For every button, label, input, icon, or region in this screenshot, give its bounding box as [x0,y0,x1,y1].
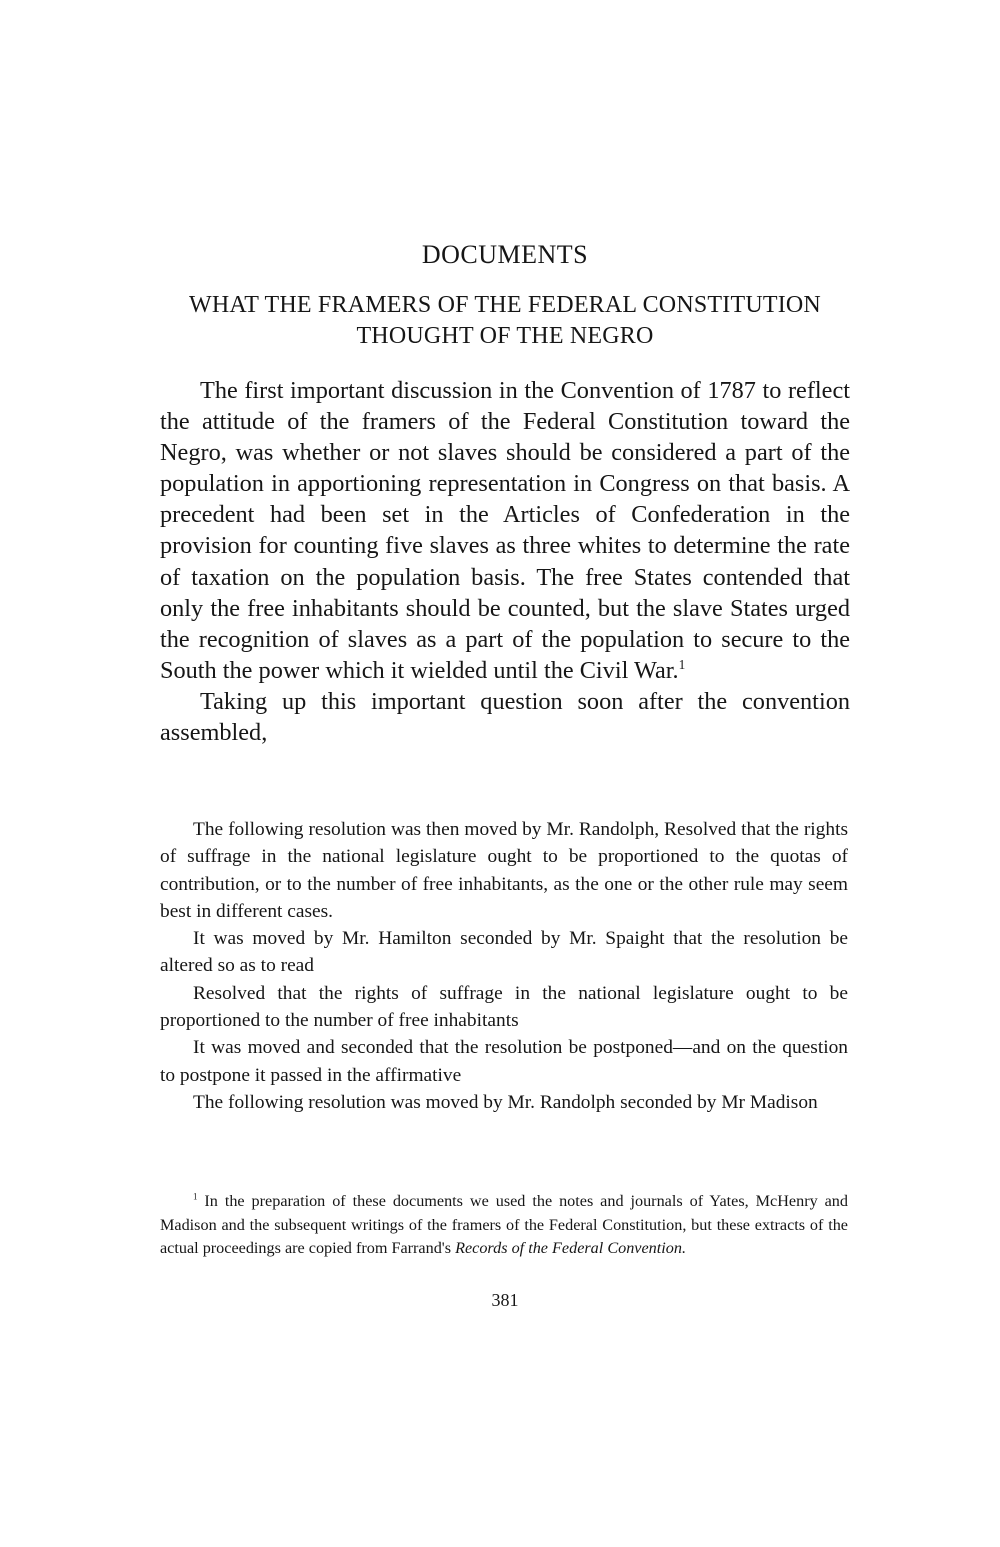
section-heading: DOCUMENTS [421,240,589,269]
quote-paragraph: It was moved by Mr. Hamilton seconded by Mr. Spaight that the resolution be altered so as to read [160,928,848,977]
page-number: 381 [491,1290,519,1310]
footnote [160,1190,848,1261]
article-title: WHAT THE FRAMERS OF THE FEDERAL CONSTITUTION THOUGHT OF THE NEGRO [189,292,821,349]
quote-paragraph: The following resolution was then moved by Mr. Randolph, Resolved that the rights of suffrage in the national legislature ought to be proportioned to the quotas of contribution, or to the number of free inhabitants, as the one or the other rule may seem best in different cases. [160,819,848,922]
quote-paragraph: Resolved that the rights of suffrage in the national legislature ought to be proportioned to the number of free inhabitants [160,982,848,1032]
quote-paragraph: The following resolution was moved by Mr. Randolph seconded by Mr Madison [193,1091,818,1113]
footnote-text: In the preparation of these documents we used the notes and journals of Yates, McHenry and Madison and the subsequent writings of the framers of the Federal Constitution, but these extracts of the actual proceedings are copied from Farrand's [160,1192,848,1257]
footnote-paragraph [160,1190,848,1261]
footnote-source-title: Records of the Federal Convention. [455,1239,686,1257]
quote-paragraph: It was moved and seconded that the resolution be postponed—and on the question to postpone it passed in the affirmative [160,1037,848,1086]
body-paragraph: Taking up this important question soon after the convention assembled, [160,687,850,747]
paragraph-text: The first important discussion in the Convention of 1787 to reflect the attitude of the framers of the Federal Constitution toward the Negro, was whether or not slaves should be considered a part of the population in apportioning representation in Congress on that basis. A precedent had been set in the Articles of Confederation in the provision for counting five slaves as three whites to determine the rate of taxation on the population basis. The free States contended that only the free inhabitants should be counted, but the slave States urged the recognition of slaves as a part of the population to secure to the South the power which it wielded until the Civil War. [160,377,850,684]
footnote-reference: 1 [678,656,686,672]
body-paragraph [160,375,850,686]
quoted-proceedings [160,816,848,1116]
body-text [160,375,850,748]
footnote-marker: 1 [193,1191,198,1202]
